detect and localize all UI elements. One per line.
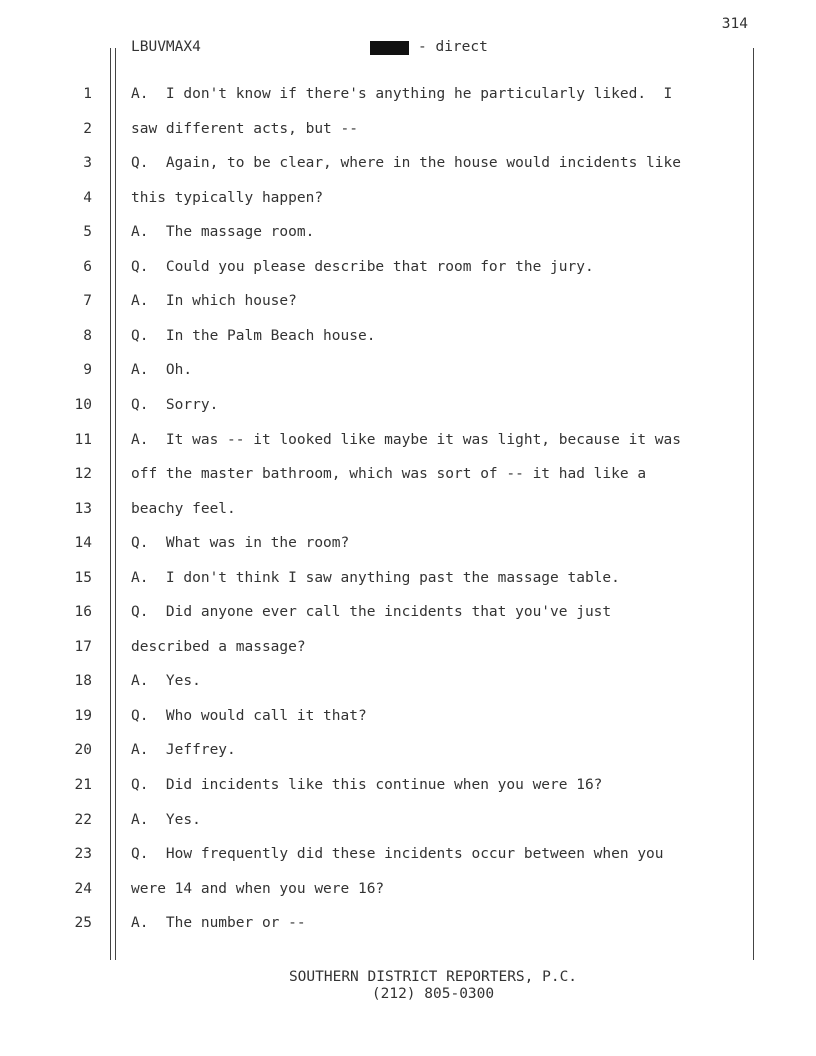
line-number: 2 <box>83 121 92 137</box>
transcript-line: A. Yes. <box>131 812 201 828</box>
right-margin-rule <box>753 48 754 960</box>
line-number: 19 <box>74 708 92 724</box>
line-number: 10 <box>74 397 92 413</box>
line-number: 20 <box>74 742 92 758</box>
line-number: 15 <box>74 570 92 586</box>
line-number: 1 <box>83 86 92 102</box>
line-number: 8 <box>83 328 92 344</box>
transcript-line: beachy feel. <box>131 501 236 517</box>
footer-reporter: SOUTHERN DISTRICT REPORTERS, P.C. <box>288 969 578 985</box>
transcript-line: Q. Sorry. <box>131 397 219 413</box>
footer-phone: (212) 805-0300 <box>371 986 495 1002</box>
line-number: 14 <box>74 535 92 551</box>
transcript-line: A. I don't know if there's anything he particularly liked. I <box>131 86 673 102</box>
line-number: 9 <box>83 362 92 378</box>
transcript-line: Q. Could you please describe that room for the jury. <box>131 259 594 275</box>
transcript-line: Q. Again, to be clear, where in the house would incidents like <box>131 155 681 171</box>
line-number: 13 <box>74 501 92 517</box>
page-number: 314 <box>721 16 748 32</box>
line-number: 6 <box>83 259 92 275</box>
transcript-line: A. Oh. <box>131 362 193 378</box>
line-number: 23 <box>74 846 92 862</box>
transcript-line: Q. Did incidents like this continue when you were 16? <box>131 777 603 793</box>
transcript-line: A. Jeffrey. <box>131 742 236 758</box>
line-number: 4 <box>83 190 92 206</box>
left-margin-rule-inner <box>115 48 116 960</box>
line-number: 24 <box>74 881 92 897</box>
transcript-line: A. I don't think I saw anything past the massage table. <box>131 570 620 586</box>
transcript-line: Q. How frequently did these incidents occur between when you <box>131 846 664 862</box>
exam-type: - direct <box>418 39 488 55</box>
line-number: 3 <box>83 155 92 171</box>
line-number: 25 <box>74 915 92 931</box>
transcript-line: Q. Did anyone ever call the incidents that you've just <box>131 604 612 620</box>
transcript-line: described a massage? <box>131 639 306 655</box>
line-number: 22 <box>74 812 92 828</box>
transcript-line: were 14 and when you were 16? <box>131 881 385 897</box>
transcript-line: saw different acts, but -- <box>131 121 358 137</box>
witness-redaction <box>370 41 409 55</box>
line-number: 16 <box>74 604 92 620</box>
line-number: 17 <box>74 639 92 655</box>
transcript-line: A. In which house? <box>131 293 297 309</box>
transcript-line: this typically happen? <box>131 190 324 206</box>
transcript-line: A. The massage room. <box>131 224 315 240</box>
line-number: 12 <box>74 466 92 482</box>
transcript-line: Q. What was in the room? <box>131 535 350 551</box>
transcript-line: A. The number or -- <box>131 915 306 931</box>
line-number: 11 <box>74 432 92 448</box>
line-number: 7 <box>83 293 92 309</box>
transcript-line: A. Yes. <box>131 673 201 689</box>
transcript-line: off the master bathroom, which was sort of -- it had like a <box>131 466 647 482</box>
transcript-line: Q. In the Palm Beach house. <box>131 328 376 344</box>
case-id: LBUVMAX4 <box>131 39 201 55</box>
line-number: 5 <box>83 224 92 240</box>
transcript-line: A. It was -- it looked like maybe it was light, because it was <box>131 432 681 448</box>
transcript-line: Q. Who would call it that? <box>131 708 367 724</box>
left-margin-rule-outer <box>110 48 111 960</box>
line-number: 18 <box>74 673 92 689</box>
line-number: 21 <box>74 777 92 793</box>
